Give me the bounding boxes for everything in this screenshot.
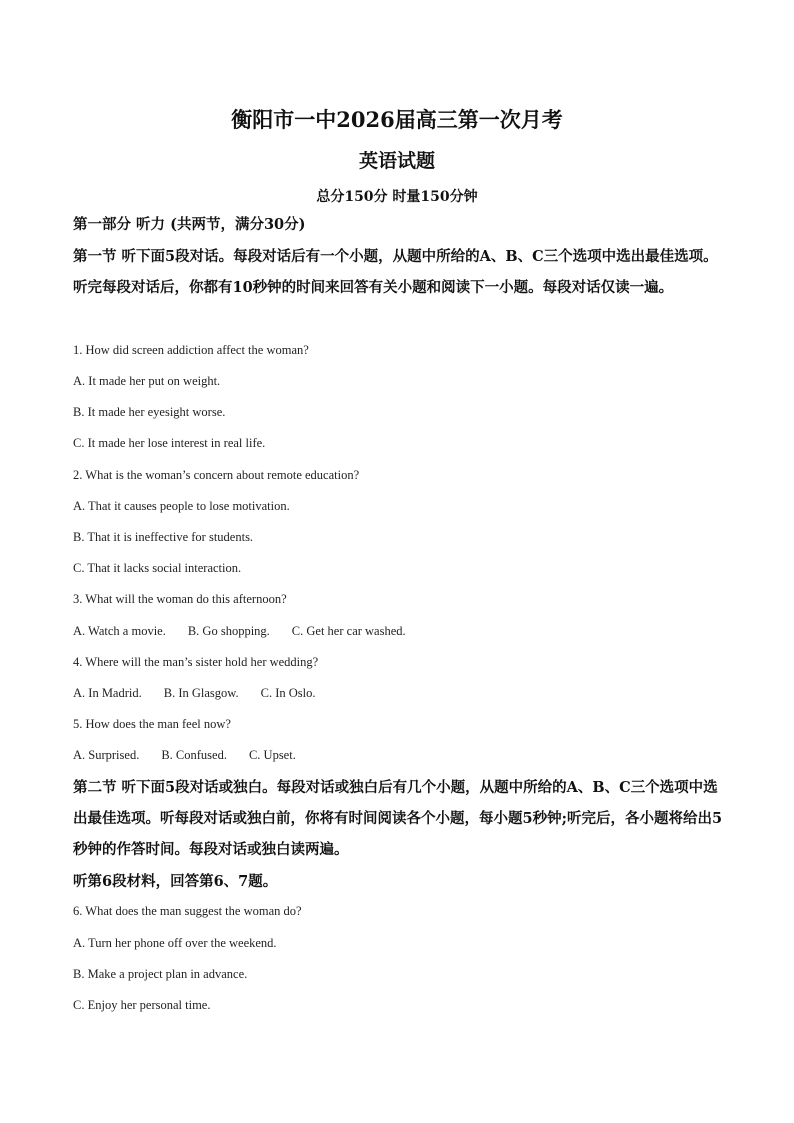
question-2-stem: 2. What is the woman’s concern about remote education?: [73, 468, 360, 482]
exam-title: 衡阳市一中2026届高三第一次月考: [231, 107, 563, 132]
question-6-option-a: A. Turn her phone off over the weekend.: [73, 936, 277, 950]
question-6-option-b: B. Make a project plan in advance.: [73, 967, 248, 981]
question-3-option-a: A. Watch a movie.: [73, 624, 166, 638]
question-4-option-c: C. In Oslo.: [260, 686, 316, 700]
question-4-options: [73, 686, 338, 701]
question-2-option-c: C. That it lacks social interaction.: [73, 561, 242, 575]
question-6-stem: 6. What does the man suggest the woman do?: [73, 904, 302, 918]
question-5-option-c: C. Upset.: [248, 748, 296, 762]
question-5-option-a: A. Surprised.: [73, 748, 140, 762]
question-5-option-b: B. Confused.: [161, 748, 227, 762]
exam-score-time: 总分150分 时量150分钟: [316, 189, 478, 205]
question-3-option-c: C. Get her car washed.: [291, 624, 406, 638]
question-4-stem: 4. Where will the man’s sister hold her wedding?: [73, 655, 319, 669]
question-4-option-b: B. In Glasgow.: [163, 686, 239, 700]
question-5-options: [73, 748, 318, 763]
question-5-stem: 5. How does the man feel now?: [73, 717, 231, 731]
question-4-option-a: A. In Madrid.: [73, 686, 142, 700]
question-1-option-c: C. It made her lose interest in real life.: [73, 436, 266, 450]
question-3-stem: 3. What will the woman do this afternoon?: [73, 592, 287, 606]
question-1-option-b: B. It made her eyesight worse.: [73, 405, 226, 419]
question-1-stem: 1. How did screen addiction affect the woman?: [73, 343, 309, 357]
exam-subject: 英语试题: [358, 150, 435, 172]
section2-instructions: 第二节 听下面5段对话或独白。每段对话或独白后有几个小题，从题中所给的A、B、C三个选项中选出最佳选项。听每段对话或独白前，你将有时间阅读各个小题，每小题5秒钟;听完后，各小题将给出5秒钟的作答时间。每段对话或独白读两遍。: [73, 779, 723, 858]
part1-heading: 第一部分 听力 (共两节，满分30分): [73, 216, 306, 233]
question-3-option-b: B. Go shopping.: [187, 624, 270, 638]
question-2-option-b: B. That it is ineffective for students.: [73, 530, 254, 544]
section2-material-6: 听第6段材料，回答第6、7题。: [73, 873, 278, 890]
question-2-option-a: A. That it causes people to lose motivation.: [73, 499, 290, 513]
question-1-option-a: A. It made her put on weight.: [73, 374, 221, 388]
section1-instructions: 第一节 听下面5段对话。每段对话后有一个小题，从题中所给的A、B、C三个选项中选出最佳选项。听完每段对话后，你都有10秒钟的时间来回答有关小题和阅读下一小题。每段对话仅读一遍。: [73, 248, 718, 296]
question-3-options: [73, 624, 428, 639]
question-6-option-c: C. Enjoy her personal time.: [73, 998, 211, 1012]
